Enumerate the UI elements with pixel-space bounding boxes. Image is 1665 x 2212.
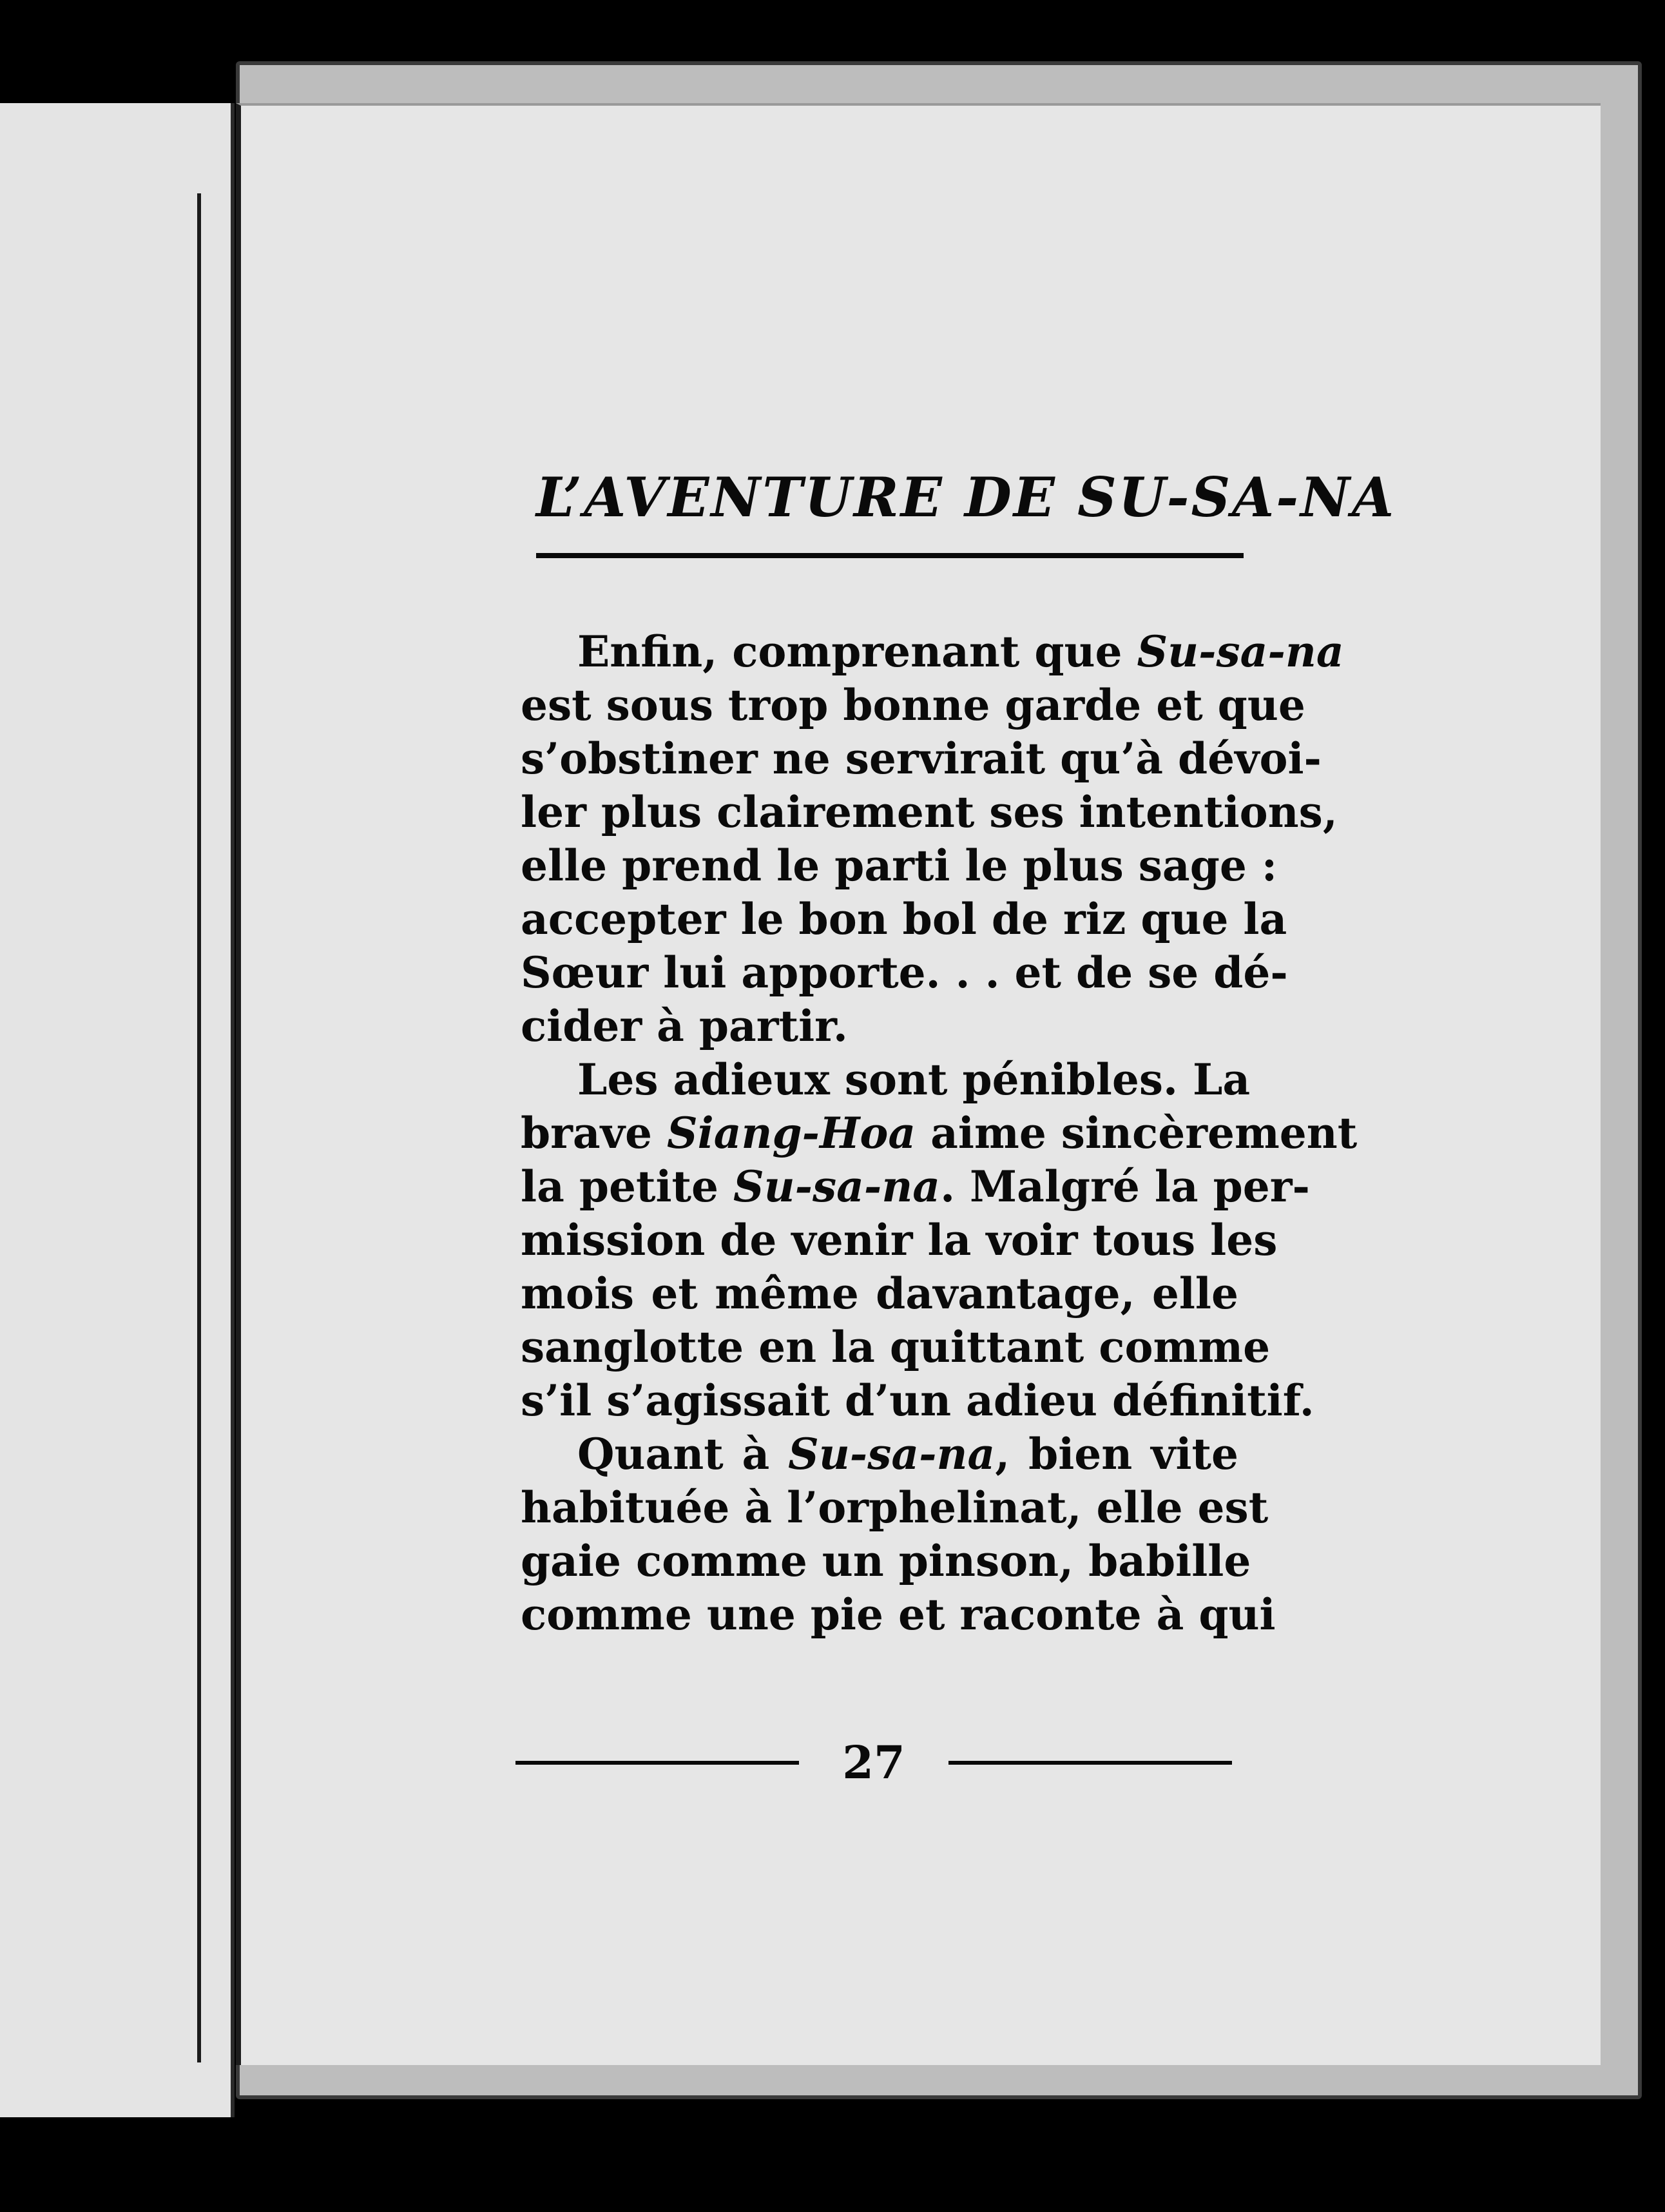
header-rule — [536, 553, 1244, 558]
text-run: est sous trop bonne garde et que — [521, 680, 1305, 730]
text-line — [521, 1588, 1276, 1642]
text-run: comme une pie et raconte à qui — [521, 1589, 1276, 1640]
text-run: s’obstiner ne servirait qu’à dévoi- — [521, 733, 1322, 784]
text-run: cider à partir. — [521, 1001, 848, 1051]
text-run: la petite — [521, 1161, 733, 1212]
text-line — [521, 1374, 1314, 1428]
text-line — [521, 1214, 1278, 1267]
text-run: . Malgré la per- — [940, 1161, 1310, 1212]
text-run: , bien vite — [995, 1429, 1239, 1479]
text-run: mois et même davantage, elle — [521, 1268, 1238, 1319]
text-run: sanglotte en la quittant comme — [521, 1322, 1271, 1372]
text-run: Les adieux sont pénibles. La — [577, 1054, 1251, 1105]
text-line — [521, 1053, 1251, 1107]
text-line — [521, 679, 1305, 732]
text-line — [521, 625, 1344, 679]
text-run: elle prend le parti le plus sage : — [521, 840, 1278, 891]
footer-rule-right — [948, 1761, 1232, 1765]
text-line — [521, 893, 1287, 946]
text-run: aime sincèrement — [916, 1108, 1358, 1158]
text-run: s’il s’agissait d’un adieu définitif. — [521, 1375, 1314, 1426]
text-line — [521, 1321, 1271, 1374]
page-header — [536, 465, 1396, 536]
italic-name: Su-sa-na — [733, 1161, 941, 1212]
footer-rule-left — [515, 1761, 799, 1765]
text-line — [521, 1000, 1238, 1053]
text-line — [521, 1160, 1310, 1214]
text-run: habituée à l’orphelinat, elle est — [521, 1482, 1269, 1533]
text-run: mission de venir la voir tous les — [521, 1215, 1278, 1265]
text-line — [521, 946, 1288, 1000]
text-run: gaie comme un pinson, babille — [521, 1536, 1251, 1586]
text-line — [521, 1107, 1358, 1160]
body-text — [521, 625, 1358, 1642]
text-line — [521, 1481, 1269, 1535]
text-run: ler plus clairement ses intentions, — [521, 787, 1338, 837]
page-number: 27 — [842, 1736, 905, 1789]
text-run: accepter le bon bol de riz que la — [521, 894, 1287, 944]
italic-name: Su-sa-na — [788, 1429, 996, 1479]
page-footer — [515, 1734, 1232, 1792]
text-line — [521, 1267, 1238, 1321]
text-run: Quant à — [577, 1429, 789, 1479]
text-run: Enfin, comprenant que — [577, 626, 1137, 677]
text-run: Sœur lui apporte. . . et de se dé- — [521, 947, 1288, 998]
text-line — [521, 786, 1338, 839]
italic-name: Siang-Hoa — [667, 1108, 916, 1158]
running-head: L’AVENTURE DE SU-SA-NA — [536, 465, 1396, 529]
text-line — [521, 839, 1278, 893]
spine-stitching — [197, 193, 201, 2062]
text-line — [521, 1535, 1251, 1588]
text-run: brave — [521, 1108, 668, 1158]
text-line — [521, 732, 1322, 786]
text-line — [521, 1428, 1238, 1481]
italic-name: Su-sa-na — [1137, 626, 1344, 677]
